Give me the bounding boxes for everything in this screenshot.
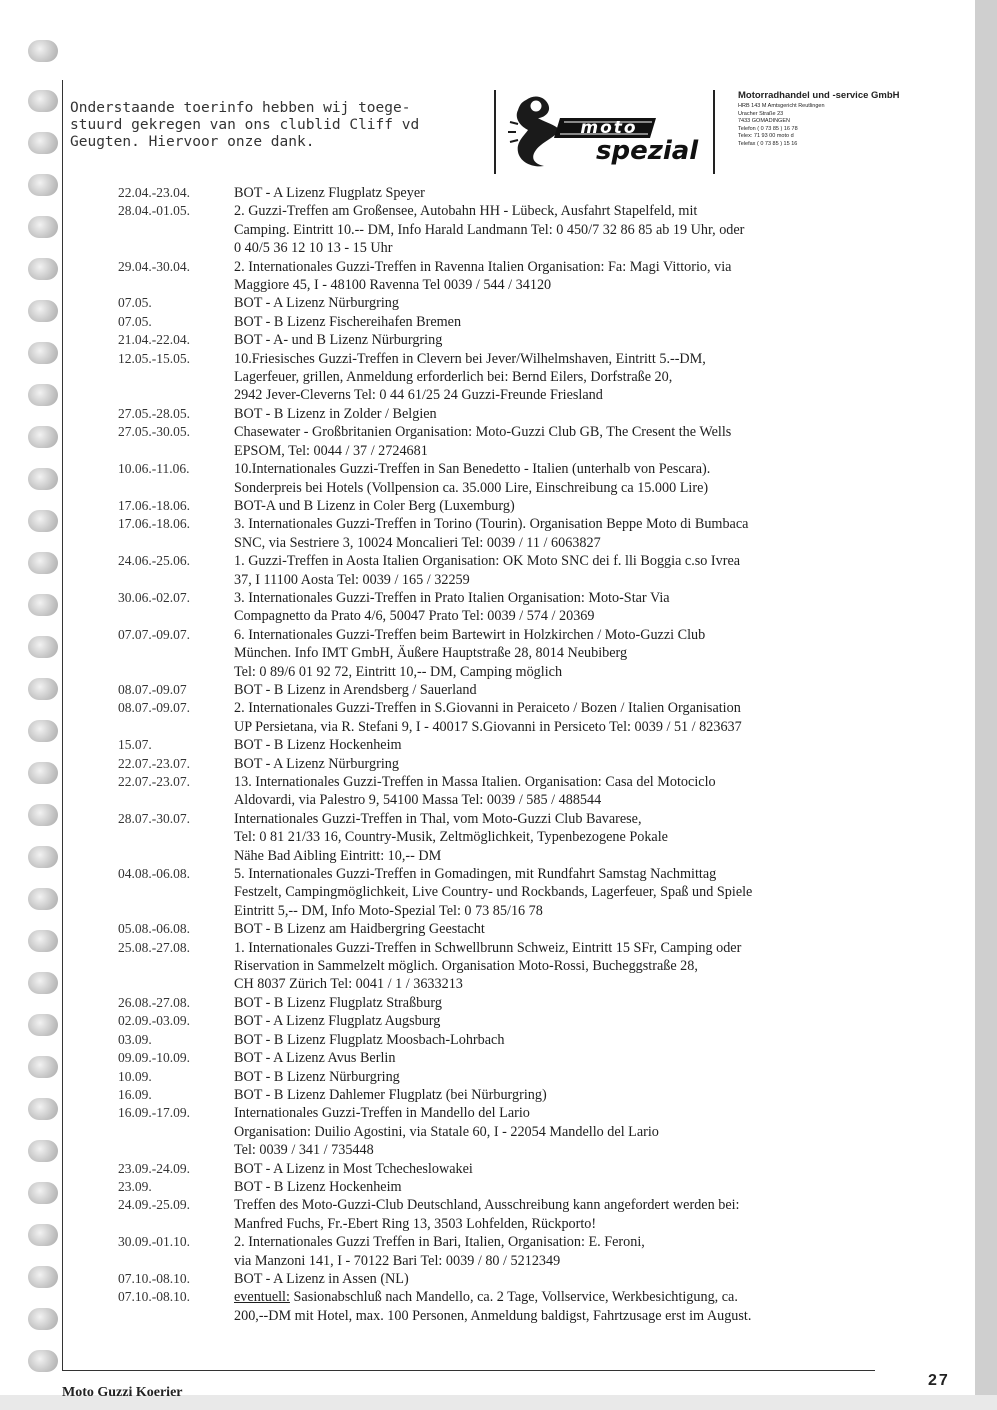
event-date: 23.09. xyxy=(118,1178,152,1194)
event-line: Internationales Guzzi-Treffen in Mandello del Lario xyxy=(234,1105,530,1122)
event-line: Tel: 0039 / 341 / 735448 xyxy=(234,1142,374,1159)
moto-spezial-logo xyxy=(504,92,704,170)
event-line: BOT - B Lizenz am Haidbergring Geestacht xyxy=(234,921,485,938)
event-line: 200,--DM mit Hotel, max. 100 Personen, Anmeldung baldigst, Fahrtzusage erst im August. xyxy=(234,1307,752,1324)
event-entry xyxy=(118,552,878,589)
event-line: BOT - A Lizenz in Assen (NL) xyxy=(234,1270,409,1287)
event-description xyxy=(234,258,872,295)
event-entry xyxy=(118,1104,878,1159)
event-description xyxy=(234,994,872,1012)
logo-word-moto: moto xyxy=(580,118,638,138)
event-line: via Manzoni 141, I - 70122 Bari Tel: 0039 / 80 / 5212349 xyxy=(234,1252,561,1269)
event-entry xyxy=(118,294,878,312)
binding-hole xyxy=(28,1056,58,1078)
binding-hole xyxy=(28,1308,58,1330)
event-line: 6. Internationales Guzzi-Treffen beim Bartewirt in Holzkirchen / Moto-Guzzi Club xyxy=(234,626,706,643)
event-line: Compagnetto da Prato 4/6, 50047 Prato Tel: 0039 / 574 / 20369 xyxy=(234,608,595,625)
binding-hole xyxy=(28,1266,58,1288)
event-date: 23.09.-24.09. xyxy=(118,1160,190,1176)
event-line: Manfred Fuchs, Fr.-Ebert Ring 13, 3503 Lohfelden, Rückporto! xyxy=(234,1215,597,1232)
event-description xyxy=(234,1288,872,1325)
event-entry xyxy=(118,773,878,810)
binding-hole xyxy=(28,1014,58,1036)
event-date: 15.07. xyxy=(118,737,152,753)
dealer-detail: Telex: 71 93 00 moto d xyxy=(738,133,794,139)
binding-hole xyxy=(28,468,58,490)
event-description xyxy=(234,294,872,312)
event-entry xyxy=(118,994,878,1012)
event-date: 02.09.-03.09. xyxy=(118,1013,190,1029)
event-entry xyxy=(118,920,878,938)
event-description xyxy=(234,515,872,552)
event-line: UP Persietana, via R. Stefani 9, I - 40017 S.Giovanni in Persiceto Tel: 0039 / 51 / 823637 xyxy=(234,718,742,735)
event-line: Treffen des Moto-Guzzi-Club Deutschland, Ausschreibung kann angefordert werden bei: xyxy=(234,1197,740,1214)
event-date: 29.04.-30.04. xyxy=(118,258,190,274)
dealer-detail: Telefax ( 0 73 85 ) 15 16 xyxy=(738,140,798,147)
event-entry xyxy=(118,736,878,754)
event-description xyxy=(234,773,872,810)
event-description xyxy=(234,1068,872,1086)
page-number: 27 xyxy=(928,1372,950,1389)
event-line: SNC, via Sestriere 3, 10024 Moncalieri Tel: 0039 / 11 / 6063827 xyxy=(234,534,601,551)
event-description xyxy=(234,552,872,589)
divider xyxy=(713,90,715,174)
event-description xyxy=(234,736,872,754)
event-entry xyxy=(118,405,878,423)
event-line: Eintritt 5,-- DM, Info Moto-Spezial Tel: 0 73 85/16 78 xyxy=(234,902,543,919)
event-date: 25.08.-27.08. xyxy=(118,939,190,955)
binding-hole xyxy=(28,762,58,784)
event-description xyxy=(234,184,872,202)
event-entry xyxy=(118,1049,878,1067)
event-description xyxy=(234,1270,872,1288)
event-description xyxy=(234,681,872,699)
event-line: BOT - B Lizenz Hockenheim xyxy=(234,1178,402,1195)
binding-hole xyxy=(28,1350,58,1372)
event-entry xyxy=(118,755,878,773)
event-line: BOT - A Lizenz Nürburgring xyxy=(234,295,399,312)
binding-hole xyxy=(28,216,58,238)
dealer-detail: Telefon ( 0 73 85 ) 16 78 xyxy=(738,125,798,132)
binding-hole xyxy=(28,132,58,154)
binding-hole xyxy=(28,846,58,868)
event-description xyxy=(234,865,872,920)
event-entry xyxy=(118,1288,878,1325)
dealer-detail: Uracher Straße 23 xyxy=(738,110,784,117)
event-description xyxy=(234,626,872,681)
spiral-binding xyxy=(28,40,58,1390)
event-description xyxy=(234,423,872,460)
event-description xyxy=(234,1233,872,1270)
event-entry xyxy=(118,681,878,699)
event-line: 2. Guzzi-Treffen am Großensee, Autobahn HH - Lübeck, Ausfahrt Stapelfeld, mit xyxy=(234,203,698,220)
event-date: 30.06.-02.07. xyxy=(118,589,190,605)
intro-line: Geugten. Hiervoor onze dank. xyxy=(70,134,315,150)
event-line: 1. Guzzi-Treffen in Aosta Italien Organisation: OK Moto SNC dei f. lli Boggia c.so Ivrea xyxy=(234,553,741,570)
event-entry xyxy=(118,1178,878,1196)
event-description xyxy=(234,1049,872,1067)
event-line: 1. Internationales Guzzi-Treffen in Schwellbrunn Schweiz, Eintritt 15 SFr, Camping oder xyxy=(234,939,742,956)
divider xyxy=(494,90,496,174)
event-entry xyxy=(118,258,878,295)
event-description xyxy=(234,755,872,773)
event-description xyxy=(234,1160,872,1178)
event-date: 07.05. xyxy=(118,295,152,311)
event-line: Internationales Guzzi-Treffen in Thal, vom Moto-Guzzi Club Bavarese, xyxy=(234,810,642,827)
event-entry xyxy=(118,810,878,865)
binding-hole xyxy=(28,552,58,574)
event-line: Tel: 0 89/6 01 92 72, Eintritt 10,-- DM, Camping möglich xyxy=(234,663,563,680)
event-entry xyxy=(118,184,878,202)
event-description xyxy=(234,350,872,405)
event-entry xyxy=(118,515,878,552)
event-line: BOT - A- und B Lizenz Nürburgring xyxy=(234,332,443,349)
event-description xyxy=(234,810,872,865)
event-entry xyxy=(118,313,878,331)
event-line: 2. Internationales Guzzi-Treffen in Ravenna Italien Organisation: Fa: Magi Vittorio, via xyxy=(234,258,732,275)
event-line: Riservation in Sammelzelt möglich. Organisation Moto-Rossi, Bucheggstraße 28, xyxy=(234,958,698,975)
event-line: BOT - A Lizenz in Most Tchecheslowakei xyxy=(234,1160,473,1177)
event-description xyxy=(234,202,872,257)
event-line: BOT - B Lizenz in Arendsberg / Sauerland xyxy=(234,681,477,698)
event-lead: eventuell: xyxy=(234,1289,290,1306)
event-entry xyxy=(118,202,878,257)
binding-hole xyxy=(28,888,58,910)
event-date: 27.05.-30.05. xyxy=(118,424,190,440)
event-line: BOT - B Lizenz Nürburgring xyxy=(234,1068,400,1085)
event-line: BOT - B Lizenz in Zolder / Belgien xyxy=(234,405,437,422)
binding-hole xyxy=(28,40,58,62)
event-entry xyxy=(118,350,878,405)
intro-note xyxy=(70,100,500,151)
event-description xyxy=(234,331,872,349)
event-line: BOT - A Lizenz Flugplatz Speyer xyxy=(234,185,425,201)
event-description xyxy=(234,920,872,938)
binding-hole xyxy=(28,342,58,364)
event-line: BOT - B Lizenz Hockenheim xyxy=(234,737,402,754)
event-date: 28.07.-30.07. xyxy=(118,810,190,826)
event-line: Nähe Bad Aibling Eintritt: 10,-- DM xyxy=(234,847,442,864)
event-line: 3. Internationales Guzzi-Treffen in Prato Italien Organisation: Moto-Star Via xyxy=(234,589,670,606)
event-line: Lagerfeuer, grillen, Anmeldung erforderlich bei: Bernd Eilers, Dorfstraße 20, xyxy=(234,369,673,386)
binding-hole xyxy=(28,930,58,952)
event-line: 0 40/5 36 12 10 13 - 15 Uhr xyxy=(234,240,393,257)
event-description xyxy=(234,405,872,423)
event-entry xyxy=(118,1233,878,1270)
event-line: München. Info IMT GmbH, Äußere Hauptstraße 28, 8014 Neubiberg xyxy=(234,645,628,662)
event-date: 07.10.-08.10. xyxy=(118,1270,190,1286)
event-description xyxy=(234,460,872,497)
event-line: Tel: 0 81 21/33 16, Country-Musik, Zeltmöglichkeit, Typenbezogene Pokale xyxy=(234,829,668,846)
event-date: 08.07.-09.07. xyxy=(118,700,190,716)
event-date: 24.09.-25.09. xyxy=(118,1197,190,1213)
intro-line: Onderstaande toerinfo hebben wij toege- xyxy=(70,100,411,116)
event-line: Organisation: Duilio Agostini, via Statale 60, I - 22054 Mandello del Lario xyxy=(234,1123,659,1140)
binding-hole xyxy=(28,1182,58,1204)
event-line: EPSOM, Tel: 0044 / 37 / 2724681 xyxy=(234,442,428,459)
event-description xyxy=(234,589,872,626)
event-entry xyxy=(118,1068,878,1086)
binding-hole xyxy=(28,636,58,658)
event-date: 10.06.-11.06. xyxy=(118,461,190,477)
event-entry xyxy=(118,460,878,497)
event-line: Sonderpreis bei Hotels (Vollpension ca. 35.000 Lire, Einschreibung ca 15.000 Lire) xyxy=(234,479,709,496)
event-date: 07.10.-08.10. xyxy=(118,1289,190,1305)
event-entry xyxy=(118,699,878,736)
event-date: 16.09. xyxy=(118,1086,152,1102)
event-date: 22.07.-23.07. xyxy=(118,755,190,771)
event-entry xyxy=(118,589,878,626)
event-description xyxy=(234,313,872,331)
event-description xyxy=(234,1196,872,1233)
event-line: 3. Internationales Guzzi-Treffen in Torino (Tourin). Organisation Beppe Moto di Bumbaca xyxy=(234,516,749,533)
binding-hole xyxy=(28,510,58,532)
event-line: 2. Internationales Guzzi-Treffen in S.Giovanni in Peraiceto / Bozen / Italien Organisation xyxy=(234,700,741,717)
event-entry xyxy=(118,1012,878,1030)
event-line: 2942 Jever-Cleverns Tel: 0 44 61/25 24 Guzzi-Freunde Friesland xyxy=(234,387,603,404)
event-date: 07.05. xyxy=(118,313,152,329)
event-line: BOT - B Lizenz Fischereihafen Bremen xyxy=(234,313,462,330)
event-date: 07.07.-09.07. xyxy=(118,626,190,642)
event-date: 03.09. xyxy=(118,1031,152,1047)
event-entry xyxy=(118,939,878,994)
event-description xyxy=(234,1086,872,1104)
binding-hole xyxy=(28,1098,58,1120)
event-entry xyxy=(118,626,878,681)
binding-hole xyxy=(28,384,58,406)
dealer-letterhead xyxy=(738,90,918,148)
event-line: 10.Internationales Guzzi-Treffen in San Benedetto - Italien (unterhalb von Pescara). xyxy=(234,461,711,478)
event-entry xyxy=(118,423,878,460)
event-entry xyxy=(118,331,878,349)
binding-hole xyxy=(28,1224,58,1246)
page-edge-shadow xyxy=(975,0,997,1410)
event-line: 37, I 11100 Aosta Tel: 0039 / 165 / 32259 xyxy=(234,571,470,588)
dealer-detail: 7433 GOMADINGEN xyxy=(738,118,790,124)
event-date: 10.09. xyxy=(118,1068,152,1084)
event-description xyxy=(234,1012,872,1030)
event-date: 09.09.-10.09. xyxy=(118,1050,190,1066)
event-line xyxy=(234,1288,872,1306)
event-line: 5. Internationales Guzzi-Treffen in Gomadingen, mit Rundfahrt Samstag Nachmittag xyxy=(234,866,717,883)
event-line: Camping. Eintritt 10.-- DM, Info Harald Landmann Tel: 0 450/7 32 86 85 ab 19 Uhr, oder xyxy=(234,221,745,238)
event-date: 24.06.-25.06. xyxy=(118,553,190,569)
logo-word-spezial: spezial xyxy=(596,136,699,166)
event-date: 21.04.-22.04. xyxy=(118,332,190,348)
event-date: 27.05.-28.05. xyxy=(118,405,190,421)
event-date: 22.04.-23.04. xyxy=(118,185,190,200)
event-entry xyxy=(118,1160,878,1178)
magazine-title: Moto Guzzi Koerier xyxy=(62,1385,183,1400)
binding-hole xyxy=(28,90,58,112)
binding-hole xyxy=(28,594,58,616)
event-description xyxy=(234,1104,872,1159)
dealer-detail: HRB 143 M Amtsgericht Reutlingen xyxy=(738,103,825,109)
event-description xyxy=(234,939,872,994)
binding-hole xyxy=(28,300,58,322)
event-line: CH 8037 Zürich Tel: 0041 / 1 / 3633213 xyxy=(234,976,463,993)
binding-hole xyxy=(28,972,58,994)
event-line: BOT - B Lizenz Flugplatz Moosbach-Lohrbach xyxy=(234,1031,505,1048)
event-date: 12.05.-15.05. xyxy=(118,350,190,366)
event-line: 2. Internationales Guzzi Treffen in Bari, Italien, Organisation: E. Feroni, xyxy=(234,1234,645,1251)
event-line: Chasewater - Großbritanien Organisation: Moto-Guzzi Club GB, The Cresent the Wells xyxy=(234,424,732,441)
event-line: BOT - A Lizenz Flugplatz Augsburg xyxy=(234,1013,441,1030)
binding-hole xyxy=(28,1140,58,1162)
event-entry xyxy=(118,1270,878,1288)
event-date: 08.07.-09.07 xyxy=(118,681,187,697)
event-line: Maggiore 45, I - 48100 Ravenna Tel 0039 / 544 / 34120 xyxy=(234,277,552,294)
event-date: 17.06.-18.06. xyxy=(118,516,190,532)
event-date: 30.09.-01.10. xyxy=(118,1234,190,1250)
event-entry xyxy=(118,1031,878,1049)
event-date: 26.08.-27.08. xyxy=(118,994,190,1010)
binding-hole xyxy=(28,804,58,826)
event-description xyxy=(234,1031,872,1049)
event-description xyxy=(234,699,872,736)
event-date: 17.06.-18.06. xyxy=(118,497,190,513)
event-line: BOT - A Lizenz Nürburgring xyxy=(234,755,399,772)
event-entry xyxy=(118,497,878,515)
event-entry xyxy=(118,865,878,920)
binding-hole xyxy=(28,678,58,700)
event-date: 22.07.-23.07. xyxy=(118,774,190,789)
binding-hole xyxy=(28,174,58,196)
event-description xyxy=(234,1178,872,1196)
binding-hole xyxy=(28,258,58,280)
event-line: Festzelt, Campingmöglichkeit, Live Country- und Rockbands, Lagerfeuer, Spaß und Spiele xyxy=(234,884,753,901)
event-date: 05.08.-06.08. xyxy=(118,921,190,937)
event-date: 28.04.-01.05. xyxy=(118,203,190,219)
event-line: BOT - A Lizenz Avus Berlin xyxy=(234,1050,396,1067)
event-line: 10.Friesisches Guzzi-Treffen in Clevern bei Jever/Wilhelmshaven, Eintritt 5.--DM, xyxy=(234,350,706,367)
event-date: 16.09.-17.09. xyxy=(118,1105,190,1121)
event-line: Aldovardi, via Palestro 9, 54100 Massa Tel: 0039 / 585 / 488544 xyxy=(234,792,602,809)
event-line: 13. Internationales Guzzi-Treffen in Massa Italien. Organisation: Casa del Motociclo xyxy=(234,774,716,790)
event-line: BOT - B Lizenz Flugplatz Straßburg xyxy=(234,994,442,1011)
event-list xyxy=(118,184,878,1325)
event-line-text: Sasionabschluß nach Mandello, ca. 2 Tage, Vollservice, Werkbesichtigung, ca. xyxy=(289,1289,738,1306)
event-line: BOT-A und B Lizenz in Coler Berg (Luxemburg) xyxy=(234,497,515,514)
binding-hole xyxy=(28,720,58,742)
event-entry xyxy=(118,1086,878,1104)
dealer-name: Motorradhandel und -service GmbH xyxy=(738,90,900,101)
event-line: BOT - B Lizenz Dahlemer Flugplatz (bei Nürburgring) xyxy=(234,1086,547,1103)
intro-line: stuurd gekregen van ons clublid Cliff vd xyxy=(70,117,420,133)
binding-hole xyxy=(28,426,58,448)
event-entry xyxy=(118,1196,878,1233)
event-date: 04.08.-06.08. xyxy=(118,866,190,882)
event-description xyxy=(234,497,872,515)
